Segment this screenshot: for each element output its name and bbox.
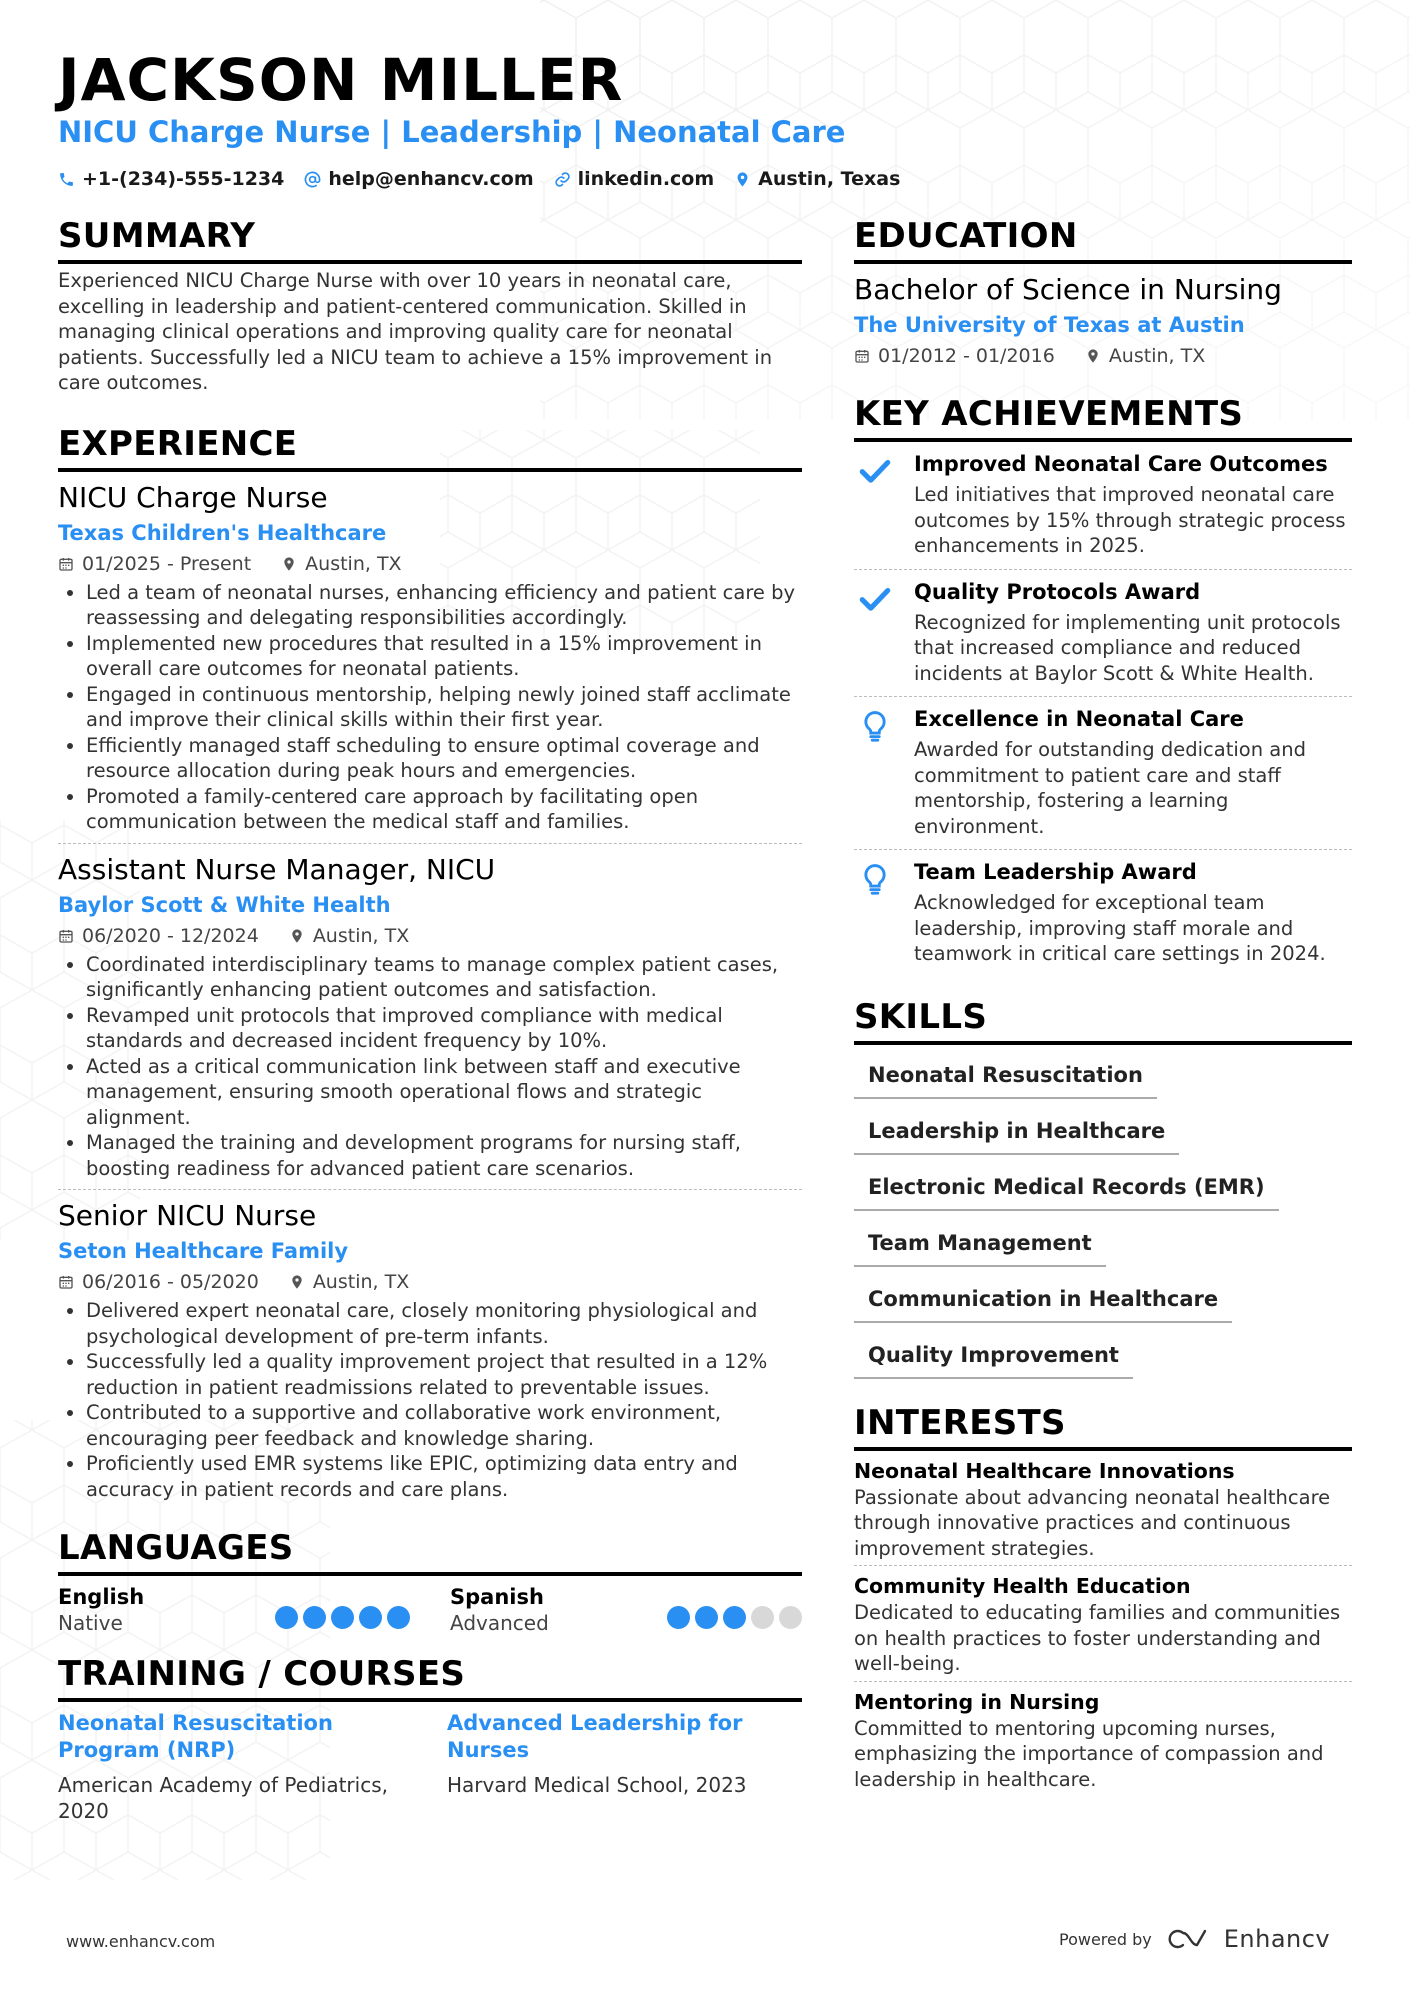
- job-company: Baylor Scott & White Health: [58, 892, 391, 917]
- training-title: TRAINING / COURSES: [58, 1652, 802, 1702]
- interests-section: [854, 1401, 1352, 1797]
- checkmark-icon: [858, 582, 892, 616]
- calendar-icon: [58, 928, 74, 944]
- language-level: Advanced: [450, 1611, 549, 1635]
- calendar-icon: [58, 556, 74, 572]
- location-pin-icon: [281, 556, 297, 572]
- skills-title: SKILLS: [854, 995, 1352, 1045]
- education-school: The University of Texas at Austin: [854, 313, 1245, 337]
- achievements-section: [854, 392, 1352, 977]
- rating-dot-empty: [779, 1606, 802, 1629]
- footer-website[interactable]: www.enhancv.com: [66, 1932, 216, 1951]
- bullet-item: • Proficiently used EMR systems like EPIC, optimizing data entry and accuracy in patient records and care plans.: [86, 1451, 802, 1502]
- skill-tag: Communication in Healthcare: [854, 1281, 1232, 1323]
- left-column: [58, 214, 802, 1824]
- skill-tag: Quality Improvement: [854, 1337, 1133, 1379]
- education-location: Austin, TX: [1108, 345, 1206, 367]
- achievement-title: Quality Protocols Award: [914, 579, 1201, 604]
- achievement-title: Excellence in Neonatal Care: [914, 707, 1244, 731]
- achievements-title: KEY ACHIEVEMENTS: [854, 392, 1352, 442]
- bullet-item: • Promoted a family-centered care approach by facilitating open communication between the medical staff and families.: [86, 784, 802, 835]
- rating-dot-filled: [359, 1606, 382, 1629]
- summary-title: SUMMARY: [58, 214, 802, 264]
- interest-title: Mentoring in Nursing: [854, 1689, 1100, 1714]
- contact-linkedin[interactable]: [554, 168, 715, 190]
- calendar-icon: [58, 1274, 74, 1290]
- experience-title: EXPERIENCE: [58, 422, 802, 472]
- job-bullets: [58, 1298, 802, 1502]
- interest-desc: Dedicated to educating families and communities on health practices to foster understanding and well-being.: [854, 1601, 1341, 1675]
- at-sign-icon: [304, 171, 321, 188]
- contact-bar: [58, 168, 900, 190]
- rating-dot-empty: [751, 1606, 774, 1629]
- location-pin-icon: [289, 1274, 305, 1290]
- rating-dot-filled: [303, 1606, 326, 1629]
- skill-tag: Leadership in Healthcare: [854, 1113, 1179, 1155]
- contact-location: [734, 168, 900, 190]
- education-title: EDUCATION: [854, 214, 1352, 264]
- rating-dot-filled: [723, 1606, 746, 1629]
- job-entry: [58, 472, 802, 843]
- job-bullets: [58, 952, 802, 1182]
- languages-section: [58, 1526, 802, 1636]
- phone-text: +1-(234)-555-1234: [82, 168, 285, 190]
- job-dates: 06/2016 - 05/2020: [82, 1271, 259, 1293]
- job-title: Assistant Nurse Manager, NICU: [58, 852, 496, 886]
- job-title: Senior NICU Nurse: [58, 1199, 317, 1232]
- contact-phone[interactable]: [58, 168, 284, 190]
- job-title: NICU Charge Nurse: [58, 480, 328, 514]
- location-pin-icon: [289, 928, 305, 944]
- job-dates: 06/2020 - 12/2024: [82, 924, 259, 947]
- job-location: Austin, TX: [312, 1271, 410, 1293]
- summary-text: Experienced NICU Charge Nurse with over 10 years in neonatal care, excelling in leadership and patient-centered communication. Skilled in managing clinical operations and improving quality care for neonatal patients. Successfully led a NICU team to achieve a 15% improvement in care outcomes.: [58, 269, 773, 394]
- lightbulb-icon: [858, 862, 892, 896]
- contact-email[interactable]: [304, 168, 533, 190]
- education-meta: [854, 342, 1352, 370]
- bullet-item: • Acted as a critical communication link between staff and executive management, ensuring smooth operational flows and strategic alignment.: [86, 1054, 802, 1131]
- headline: NICU Charge Nurse | Leadership | Neonatal Care: [58, 115, 846, 149]
- training-section: [58, 1652, 802, 1824]
- languages-title: LANGUAGES: [58, 1526, 802, 1576]
- language-name: Spanish: [450, 1585, 544, 1609]
- interests-title: INTERESTS: [854, 1401, 1352, 1451]
- calendar-icon: [854, 348, 870, 364]
- bullet-item: • Successfully led a quality improvement project that resulted in a 12% reduction in patient readmissions related to preventable issues.: [86, 1349, 802, 1400]
- job-company: Seton Healthcare Family: [58, 1239, 349, 1263]
- location-pin-icon: [734, 171, 751, 188]
- achievement-item: [854, 849, 1352, 977]
- bullet-item: • Contributed to a supportive and collaborative work environment, encouraging peer feedback and knowledge sharing.: [86, 1400, 802, 1451]
- bullet-item: • Coordinated interdisciplinary teams to manage complex patient cases, significantly enhancing patient outcomes and satisfaction.: [86, 952, 802, 1003]
- achievement-item: [854, 696, 1352, 849]
- course-title: Advanced Leadership for Nurses: [447, 1711, 743, 1762]
- brand-name: Enhancv: [1223, 1925, 1331, 1953]
- languages-list: [58, 1584, 802, 1636]
- job-entry: [58, 1189, 802, 1510]
- bullet-item: • Led a team of neonatal nurses, enhancing efficiency and patient care by reassessing and delegating responsibilities accordingly.: [86, 580, 802, 631]
- interest-item: [854, 1451, 1352, 1566]
- achievement-desc: Recognized for implementing unit protocols that increased compliance and reduced incidents at Baylor Scott & White Health.: [914, 610, 1341, 685]
- course-item: [58, 1710, 413, 1824]
- achievement-title: Team Leadership Award: [914, 860, 1197, 884]
- bullet-item: • Delivered expert neonatal care, closely monitoring physiological and psychological development of pre-term infants.: [86, 1298, 802, 1349]
- bullet-item: • Revamped unit protocols that improved compliance with medical standards and decreased incident frequency by 10%.: [86, 1003, 802, 1054]
- lightbulb-icon: [858, 709, 892, 743]
- skills-list: [854, 1057, 1352, 1393]
- experience-section: [58, 422, 802, 1511]
- course-provider: Harvard Medical School, 2023: [447, 1773, 747, 1797]
- course-provider: American Academy of Pediatrics, 2020: [58, 1773, 388, 1823]
- location-text: Austin, Texas: [758, 168, 901, 190]
- job-meta: [58, 1268, 802, 1296]
- course-item: [447, 1710, 802, 1824]
- interest-item: [854, 1681, 1352, 1797]
- linkedin-text: linkedin.com: [577, 168, 715, 190]
- location-pin-icon: [1085, 348, 1101, 364]
- achievement-item: [854, 569, 1352, 697]
- job-bullets: [58, 580, 802, 835]
- footer-branding: [1059, 1925, 1330, 1953]
- interest-desc: Passionate about advancing neonatal healthcare through innovative practices and continuous improvement strategies.: [854, 1485, 1331, 1560]
- language-item: [450, 1584, 802, 1636]
- course-title: Neonatal Resuscitation Program (NRP): [58, 1711, 333, 1762]
- education-section: [854, 214, 1352, 370]
- education-degree: Bachelor of Science in Nursing: [854, 273, 1282, 306]
- job-location: Austin, TX: [305, 552, 402, 575]
- bullet-item: • Managed the training and development programs for nursing staff, boosting readiness for advanced patient care scenarios.: [86, 1130, 802, 1181]
- bullet-item: • Implemented new procedures that resulted in a 15% improvement in overall care outcomes for neonatal patients.: [86, 631, 802, 682]
- achievement-desc: Awarded for outstanding dedication and commitment to patient care and staff mentorship, fostering a learning environment.: [914, 738, 1306, 838]
- checkmark-icon: [858, 454, 892, 488]
- rating-dot-filled: [331, 1606, 354, 1629]
- bullet-item: • Efficiently managed staff scheduling to ensure optimal coverage and resource allocation during peak hours and emergencies.: [86, 733, 802, 784]
- achievement-desc: Led initiatives that improved neonatal care outcomes by 15% through strategic process enhancements in 2025.: [914, 483, 1346, 557]
- skill-tag: Team Management: [854, 1225, 1106, 1267]
- language-rating: [275, 1598, 410, 1636]
- phone-icon: [58, 171, 75, 188]
- powered-by-label: Powered by: [1059, 1929, 1152, 1949]
- language-name: English: [58, 1585, 145, 1609]
- email-text: help@enhancv.com: [328, 168, 534, 190]
- skill-tag: Electronic Medical Records (EMR): [854, 1169, 1279, 1211]
- interest-title: Community Health Education: [854, 1574, 1191, 1598]
- rating-dot-filled: [387, 1606, 410, 1629]
- courses-list: [58, 1710, 802, 1824]
- bullet-item: • Engaged in continuous mentorship, helping newly joined staff acclimate and improve their clinical skills within their first year.: [86, 682, 802, 733]
- rating-dot-filled: [275, 1606, 298, 1629]
- rating-dot-filled: [695, 1606, 718, 1629]
- enhancv-logo-icon: [1166, 1927, 1210, 1951]
- job-entry: [58, 843, 802, 1190]
- achievement-title: Improved Neonatal Care Outcomes: [914, 452, 1328, 476]
- job-meta: [58, 922, 802, 950]
- language-rating: [667, 1598, 802, 1636]
- achievement-item: [854, 442, 1352, 569]
- interest-item: [854, 1565, 1352, 1681]
- link-icon: [554, 171, 571, 188]
- job-company: Texas Children's Healthcare: [58, 520, 387, 545]
- language-level: Native: [58, 1611, 123, 1635]
- skills-section: [854, 995, 1352, 1393]
- interest-desc: Committed to mentoring upcoming nurses, emphasizing the importance of compassion and leadership in healthcare.: [854, 1716, 1324, 1791]
- achievement-desc: Acknowledged for exceptional team leadership, improving staff morale and teamwork in critical care settings in 2024.: [914, 891, 1326, 965]
- right-column: [854, 214, 1352, 1796]
- language-item: [58, 1584, 410, 1636]
- job-location: Austin, TX: [312, 924, 410, 947]
- interest-title: Neonatal Healthcare Innovations: [854, 1458, 1235, 1483]
- rating-dot-filled: [667, 1606, 690, 1629]
- candidate-name: JACKSON MILLER: [58, 46, 624, 114]
- education-dates: 01/2012 - 01/2016: [878, 345, 1055, 367]
- job-dates: 01/2025 - Present: [82, 552, 252, 575]
- job-meta: [58, 550, 802, 578]
- summary-section: [58, 214, 802, 396]
- skill-tag: Neonatal Resuscitation: [854, 1057, 1157, 1099]
